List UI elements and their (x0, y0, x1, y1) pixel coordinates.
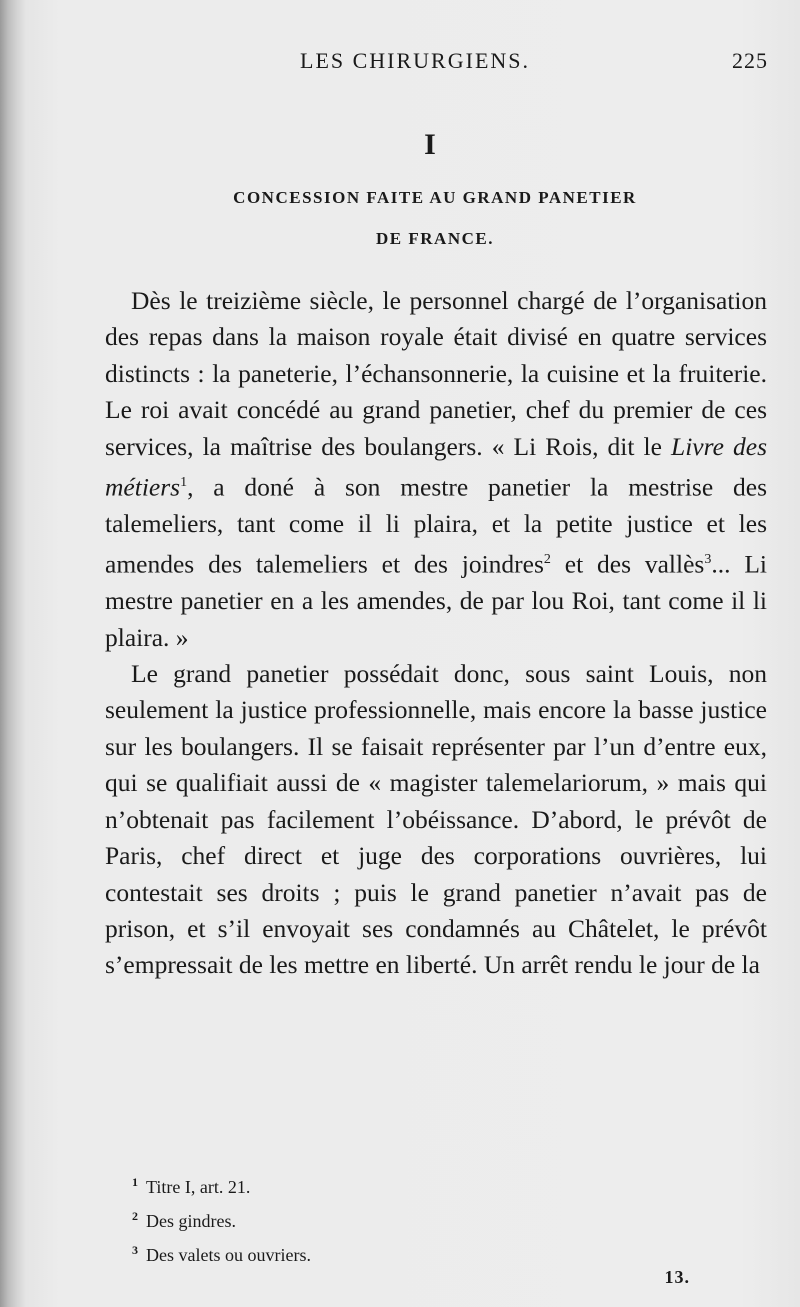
footnote-mark: 3 (132, 1243, 138, 1257)
footnote (132, 1236, 732, 1270)
body-text (105, 283, 767, 984)
paragraph-2: Le grand panetier possédait donc, sous saint Louis, non seulement la justice professionnelle, mais encore la basse justice sur les boulangers. Il se faisait représenter par l’un d’entre eux, qui se qualifiait aussi de « magister talemelariorum, » mais qui n’obtenait pas facilement l’obéissance. D’abord, le prévôt de Paris, chef direct et juge des corporations ouvrières, lui contestait ses droits ; puis le grand panetier n’avait pas de prison, et s’il envoyait ses condamnés au Châtelet, le prévôt s’empressait de les mettre en liberté. Un arrêt rendu le jour de la (105, 659, 767, 980)
section-number: I (424, 128, 436, 161)
footnotes (132, 1168, 732, 1270)
footnote-ref-2: 2 (543, 552, 551, 568)
section-heading-line-2: DE FRANCE. (376, 229, 494, 248)
signature-mark: 13. (664, 1267, 690, 1287)
page-number: 225 (732, 48, 768, 73)
footnote-mark: 2 (132, 1209, 138, 1223)
running-header (105, 48, 768, 78)
paragraph-1-text-b: , a doné à son mestre panetier la mestrise des talemeliers, tant come il li plaira, et la petite justice et les amendes des talemeliers et des joindres (105, 472, 767, 579)
running-title: LES CHIRURGIENS. (300, 48, 531, 73)
paragraph-1-text-c: et des vallès (550, 549, 705, 579)
paragraph-1-text-a: Dès le treizième siècle, le personnel chargé de l’organisation des repas dans la maison royale était divisé en quatre services distincts : la paneterie, l’échansonnerie, la cuisine et la fruiterie. Le roi avait concédé au grand panetier, chef du premier de ces services, la maîtrise des boulangers. « Li Rois, dit le (105, 286, 767, 461)
footnote-mark: 1 (132, 1175, 138, 1189)
binding-gutter (0, 0, 26, 1307)
footnote-ref-1: 1 (180, 475, 188, 491)
footnote-ref-3: 3 (704, 552, 712, 568)
section-heading-line-1: CONCESSION FAITE AU GRAND PANETIER (233, 188, 637, 207)
paragraph-1 (105, 283, 767, 656)
footnote-text: Des gindres. (146, 1211, 236, 1231)
paragraph-1-text-d: ... Li mestre panetier en a les amendes, de par lou Roi, tant come il li plaira. » (105, 549, 768, 652)
footnote-text: Des valets ou ouvriers. (146, 1245, 311, 1265)
footnote (132, 1168, 732, 1202)
footnote (132, 1202, 732, 1236)
footnote-text: Titre I, art. 21. (146, 1177, 251, 1197)
book-title-italic: Livre des métiers (105, 431, 767, 502)
